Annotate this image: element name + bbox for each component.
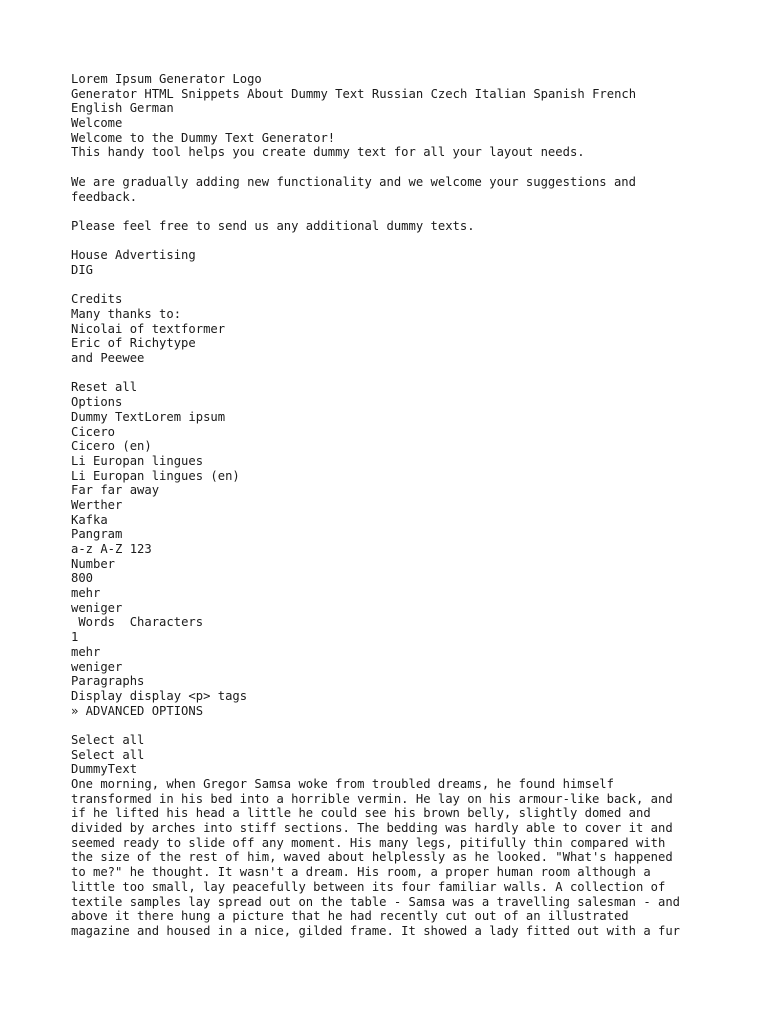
unit-radio-group xyxy=(71,615,721,630)
dummy-text-line: magazine and housed in a nice, gilded frame. It showed a lady fitted out with a fur xyxy=(71,923,681,938)
dummy-text-line: the size of the rest of him, waved about helplessly as he looked. "What's happened xyxy=(71,850,673,865)
nav-spanish[interactable]: Spanish xyxy=(533,86,585,101)
select-all-button[interactable]: Select all xyxy=(71,732,145,747)
spacer xyxy=(71,160,721,175)
text-option-li-europan-en[interactable]: Li Europan lingues (en) xyxy=(71,468,240,483)
number-label: Number xyxy=(71,556,116,571)
welcome-heading: Welcome xyxy=(71,116,123,131)
paragraphs-more-button[interactable]: mehr xyxy=(71,644,101,659)
number-input[interactable]: 800 xyxy=(71,571,94,586)
dummy-text-line: little too small, lay peacefully between its four familiar walls. A collection of xyxy=(71,879,666,894)
spacer xyxy=(71,234,721,249)
site-logo[interactable]: Lorem Ipsum Generator Logo xyxy=(71,72,262,86)
credits-name-nicolai[interactable]: Nicolai of textformer xyxy=(71,321,226,336)
dummy-text-line: divided by arches into stiff sections. The bedding was hardly able to cover it and xyxy=(71,821,673,836)
nav-english[interactable]: English xyxy=(71,101,123,116)
dummy-text-label: Dummy Text xyxy=(71,409,145,424)
spacer xyxy=(71,204,721,219)
text-option-werther[interactable]: Werther xyxy=(71,497,123,512)
nav-italian[interactable]: Italian xyxy=(474,86,526,101)
welcome-paragraph-2-line-1: We are gradually adding new functionality and we welcome your suggestions and xyxy=(71,174,636,189)
dummy-text-select[interactable] xyxy=(71,410,721,425)
welcome-title: Welcome to the Dummy Text Generator! xyxy=(71,130,336,145)
welcome-paragraph-3: Please feel free to send us any additional dummy texts. xyxy=(71,218,475,233)
main-nav-continued xyxy=(71,101,721,116)
paragraphs-less-button[interactable]: weniger xyxy=(71,659,123,674)
display-p-tags-checkbox[interactable]: Display display <p> tags xyxy=(71,688,248,703)
text-option-az-123[interactable]: a-z A-Z 123 xyxy=(71,542,152,556)
credits-name-eric[interactable]: Eric of Richytype xyxy=(71,336,196,351)
nav-french[interactable]: French xyxy=(592,86,637,101)
credits-heading: Credits xyxy=(71,292,123,307)
text-option-li-europan[interactable]: Li Europan lingues xyxy=(71,453,204,468)
dummy-text-line: transformed in his bed into a horrible vermin. He lay on his armour-like back, and xyxy=(71,791,673,806)
less-button[interactable]: weniger xyxy=(71,600,123,615)
nav-german[interactable]: German xyxy=(129,101,174,116)
page-content xyxy=(71,72,721,939)
dummy-text-line: if he lifted his head a little he could see his brown belly, slightly domed and xyxy=(71,806,651,821)
paragraphs-label: Paragraphs xyxy=(71,674,145,689)
main-nav xyxy=(71,87,721,102)
more-button[interactable]: mehr xyxy=(71,586,101,601)
text-option-cicero[interactable]: Cicero xyxy=(71,424,116,439)
text-option-kafka[interactable]: Kafka xyxy=(71,512,108,527)
nav-generator[interactable]: Generator xyxy=(71,86,138,101)
text-option-far-far-away[interactable]: Far far away xyxy=(71,483,160,498)
advanced-options-link[interactable]: » ADVANCED OPTIONS xyxy=(71,703,204,718)
text-option-pangram[interactable]: Pangram xyxy=(71,527,123,542)
welcome-paragraph-2-line-2: feedback. xyxy=(71,189,138,204)
dummy-text-line: to me?" he thought. It wasn't a dream. His room, a proper human room although a xyxy=(71,865,651,880)
credits-name-peewee: and Peewee xyxy=(71,351,145,366)
welcome-paragraph-1: This handy tool helps you create dummy text for all your layout needs. xyxy=(71,145,585,160)
spacer xyxy=(71,278,721,293)
nav-about-dummy-text[interactable]: About Dummy Text xyxy=(247,86,365,101)
advertising-link-dig[interactable]: DIG xyxy=(71,262,94,277)
dummy-text-line: One morning, when Gregor Samsa woke from troubled dreams, he found himself xyxy=(71,777,614,791)
nav-russian[interactable]: Russian xyxy=(371,86,424,101)
dummy-text-line: textile samples lay spread out on the table - Samsa was a travelling salesman - and xyxy=(71,894,681,909)
dummy-text-selected-option[interactable]: Lorem ipsum xyxy=(144,409,226,424)
dummy-text-line: above it there hung a picture that he had recently cut out of an illustrated xyxy=(71,909,629,924)
options-heading: Options xyxy=(71,395,123,410)
select-all-button-2[interactable]: Select all xyxy=(71,747,145,762)
reset-all-button[interactable]: Reset all xyxy=(71,380,138,395)
paragraphs-input[interactable]: 1 xyxy=(71,630,79,645)
credits-intro: Many thanks to: xyxy=(71,307,182,321)
unit-words-radio[interactable]: Words xyxy=(71,615,116,630)
nav-czech[interactable]: Czech xyxy=(430,86,468,101)
spacer xyxy=(71,718,721,733)
unit-characters-radio[interactable]: Characters xyxy=(115,615,204,630)
text-option-cicero-en[interactable]: Cicero (en) xyxy=(71,439,152,454)
dummy-text-output-heading: DummyText xyxy=(71,762,138,777)
spacer xyxy=(71,366,721,381)
nav-html-snippets[interactable]: HTML Snippets xyxy=(144,86,240,101)
advertising-heading: House Advertising xyxy=(71,248,196,263)
dummy-text-line: seemed ready to slide off any moment. His many legs, pitifully thin compared with xyxy=(71,835,666,850)
